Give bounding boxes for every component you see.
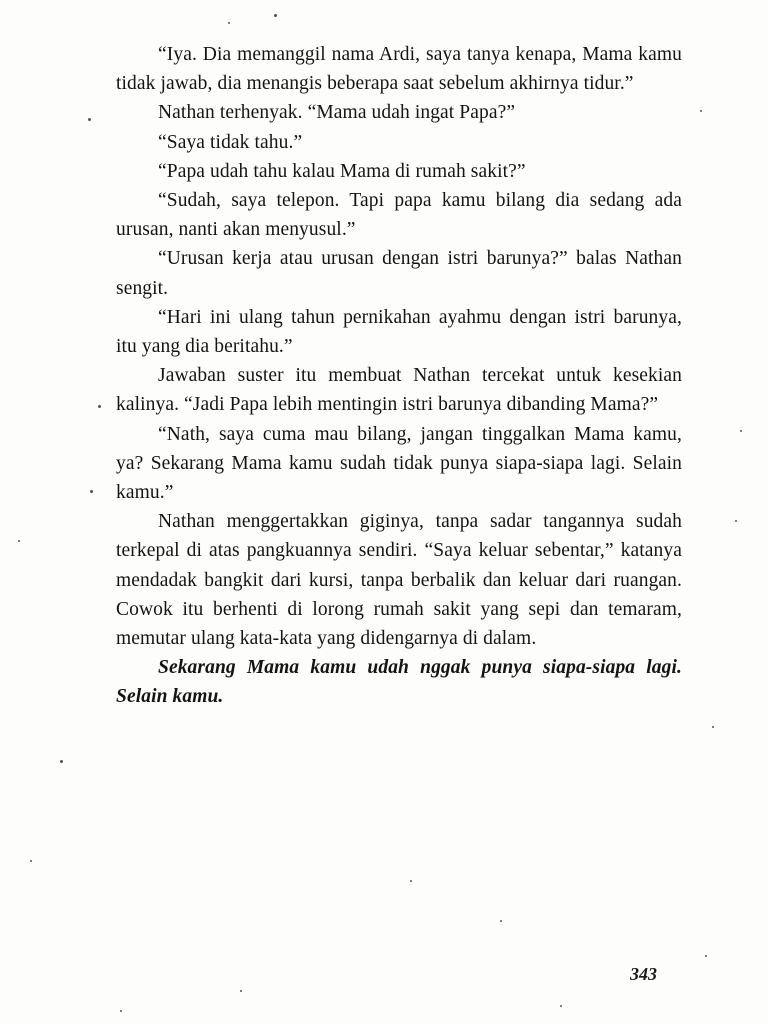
body-text xyxy=(116,40,682,712)
scan-speck xyxy=(88,118,91,121)
scan-speck xyxy=(735,520,737,522)
scan-speck xyxy=(90,490,93,493)
scan-speck xyxy=(60,760,63,763)
paragraph-4: “Papa udah tahu kalau Mama di rumah sakit?” xyxy=(158,160,526,182)
scan-speck xyxy=(98,405,101,408)
scan-speck xyxy=(700,110,702,112)
scan-speck xyxy=(120,1010,122,1012)
scan-speck xyxy=(560,1005,562,1007)
paragraph-2: Nathan terhenyak. “Mama udah ingat Papa?” xyxy=(158,102,516,124)
scan-speck xyxy=(240,990,242,992)
scan-speck xyxy=(740,430,742,432)
paragraph-8: Jawaban suster itu membuat Nathan tercekat untuk kesekian kalinya. “Jadi Papa lebih mentingin istri barunya dibanding Mama?” xyxy=(116,365,682,416)
paragraph-10: Nathan menggertakkan giginya, tanpa sadar tangannya sudah terkepal di atas pangkuannya sendiri. “Saya keluar sebentar,” katanya mendadak bangkit dari kursi, tanpa berbalik dan keluar dari ruangan. Cowok itu berhenti di lorong rumah sakit yang sepi dan temaram, memutar ulang kata-kata yang didengarnya di dalam. xyxy=(116,511,682,650)
paragraph-1: “Iya. Dia memanggil nama Ardi, saya tanya kenapa, Mama kamu tidak jawab, dia menangis beberapa saat sebelum akhirnya tidur.” xyxy=(116,44,682,95)
scan-speck xyxy=(228,22,230,24)
scan-speck xyxy=(274,14,277,17)
page-number: 343 xyxy=(630,964,657,984)
scan-speck xyxy=(705,955,707,957)
scan-speck xyxy=(500,920,502,922)
scan-speck xyxy=(18,540,20,542)
paragraph-5: “Sudah, saya telepon. Tapi papa kamu bilang dia sedang ada urusan, nanti akan menyusul.” xyxy=(116,190,682,241)
paragraph-3: “Saya tidak tahu.” xyxy=(158,131,303,153)
paragraph-9: “Nath, saya cuma mau bilang, jangan tinggalkan Mama kamu, ya? Sekarang Mama kamu sudah tidak punya siapa-siapa lagi. Selain kamu.” xyxy=(116,423,682,504)
scan-speck xyxy=(30,860,32,862)
paragraph-11-italic: Sekarang Mama kamu udah nggak punya siapa-siapa lagi. Selain kamu. xyxy=(116,657,682,708)
paragraph-6: “Urusan kerja atau urusan dengan istri barunya?” balas Nathan sengit. xyxy=(116,248,682,299)
scan-speck xyxy=(410,880,412,882)
scan-speck xyxy=(712,726,714,728)
paragraph-7: “Hari ini ulang tahun pernikahan ayahmu dengan istri barunya, itu yang dia beritahu.” xyxy=(116,306,682,358)
